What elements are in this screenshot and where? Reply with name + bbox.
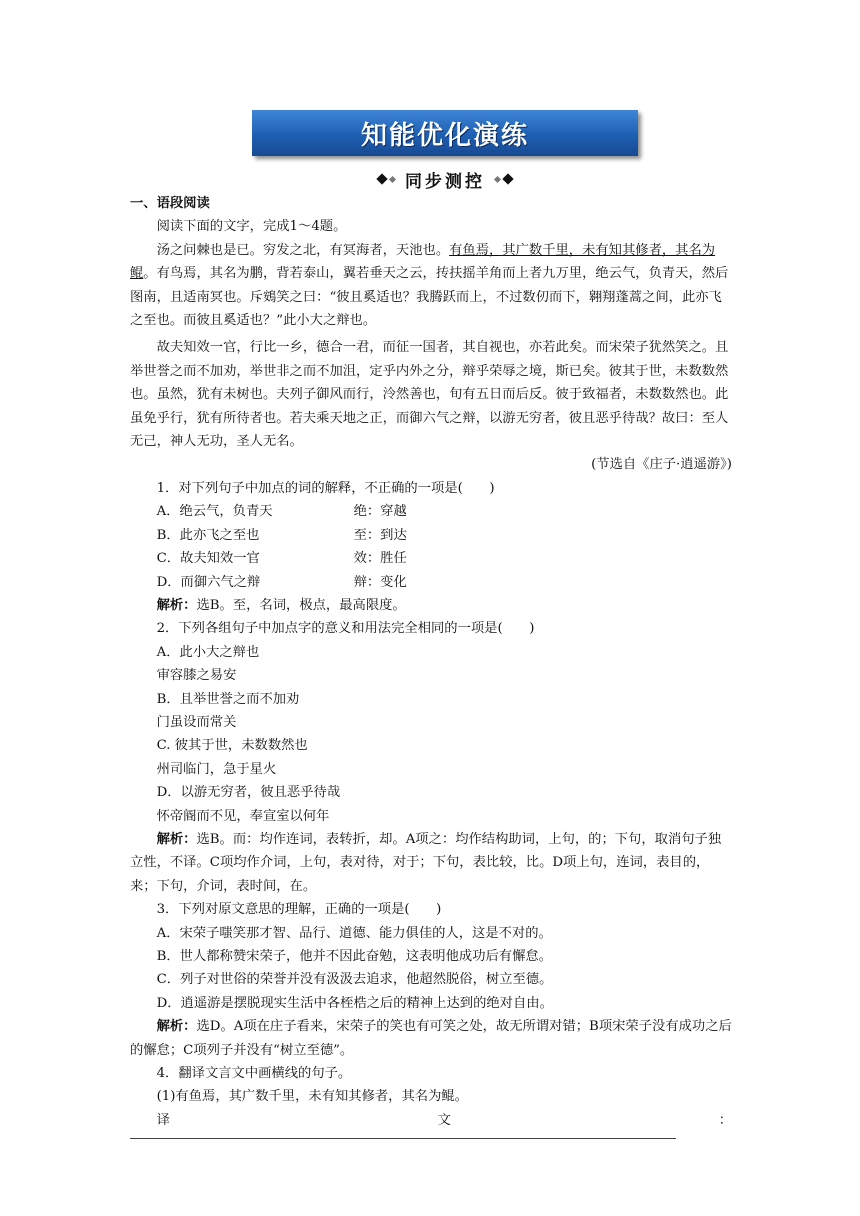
- question-1-stem: 1．对下列句子中加点的词的解释，不正确的一项是( ): [156, 480, 495, 496]
- underlined-sentence: 有鱼焉，其广数千里，未有知其修者，其名为鲲: [130, 242, 716, 282]
- diamond-icon: [502, 173, 513, 184]
- question-3-line: B．世人都称赞宋荣子，他并不因此奋勉，这表明他成功后有懈怠。: [156, 949, 552, 964]
- passage-paragraph-2: 故夫知效一官，行比一乡，德合一君，而征一国者，其自视也，亦若此矣。而宋荣子犹然笑之。且举世誉之而不加劝，举世非之而不加沮，定乎内外之分，辩乎荣辱之境，斯已矣。彼其于世，未数数然也。虽然，犹有未树也。夫列子御风而行，泠然善也，旬有五日而后反。彼于致福者，未数数然也。此虽免乎行，犹有所待者也。若夫乘天地之正，而御六气之辩，以游无穷者，彼且恶乎待哉？故曰：至人无己，神人无功，圣人无名。: [130, 340, 729, 450]
- question-2-line: C. 彼其于世，未数数然也: [156, 738, 308, 754]
- banner-title: 知能优化演练: [360, 120, 529, 151]
- section-banner: [252, 110, 638, 156]
- question-3-stem: 3．下列对原文意思的理解，正确的一项是( ): [156, 902, 442, 918]
- passage-text: 汤之问棘也是已。穷发之北，有冥海者，天池也。: [156, 242, 450, 258]
- question-3-line: C．列子对世俗的荣誉并没有汲汲去追求，他超然脱俗，树立至德。: [156, 972, 553, 988]
- question-2-line: B．且举世誉之而不加劝: [156, 691, 300, 707]
- sub-banner: [352, 168, 538, 190]
- question-4-item-1: (1)有鱼焉，其广数千里，未有知其修者，其名为鲲。: [156, 1089, 468, 1105]
- question-2-line: D．以游无穷者，彼且恶乎待哉: [156, 785, 341, 801]
- question-2-line: 审容膝之易安: [156, 668, 237, 684]
- answer-line[interactable]: [130, 1132, 676, 1139]
- passage-text: 。有鸟焉，其名为鹏，背若泰山，翼若垂天之云，抟扶摇羊角而上者九万里，绝云气，负青天，然后图南，且适南冥也。斥鴳笑之曰：“彼且奚适也？我腾跃而上，不过数仞而下，翱翔蓬蒿之间，此亦飞之至也。而彼且奚适也？”此小大之辩也。: [130, 266, 729, 329]
- question-3-line: A．宋荣子嗤笑那才智、品行、道德、能力俱佳的人，这是不对的。: [156, 925, 552, 941]
- passage-paragraph-1: [130, 239, 732, 333]
- instruction: 阅读下面的文字，完成1～4题。: [156, 219, 347, 235]
- section-heading: 一、语段阅读: [130, 196, 210, 211]
- diamond-icon: [376, 173, 387, 184]
- question-2-analysis: 解析：选B。而：均作连词，表转折，却。A项之：均作结构助词，上句，的；下句，取消句子独立性，不译。C项均作介词，上句，表对待，对于；下句，表比较，比。D项上句，连词，表目的，来；下句，介词，表时间，在。: [130, 831, 722, 894]
- translation-prompt: 译 文 ：: [156, 1112, 732, 1128]
- question-4-stem: 4．翻译文言文中画横线的句子。: [156, 1066, 352, 1082]
- question-2-line: 州司临门，急于星火: [156, 761, 277, 777]
- question-1-analysis: 解析：选B。至，名词，极点，最高限度。: [156, 597, 406, 613]
- question-3-analysis: 解析：选D。A项在庄子看来，宋荣子的笑也有可笑之处，故无所谓对错；B项宋荣子没有成功之后的懈怠；C项列子并没有“树立至德”。: [130, 1019, 732, 1058]
- analysis-label: 解析：: [156, 1019, 197, 1035]
- diamond-small-icon: [494, 175, 501, 182]
- document-body: [130, 192, 732, 1139]
- question-2-line: 怀帝阍而不见，奉宣室以何年: [156, 808, 330, 824]
- diamond-small-icon: [389, 175, 396, 182]
- passage-source: (节选自《庄子·逍遥游》): [591, 457, 732, 473]
- question-2-line: A．此小大之辩也: [156, 644, 260, 660]
- sub-banner-title: 同步测控: [405, 171, 485, 192]
- question-1-option: D．而御六气之辩 辩：变化: [156, 574, 407, 590]
- question-1-option: C．故夫知效一官 效：胜任: [156, 551, 407, 567]
- question-2-line: 门虽设而常关: [156, 714, 237, 730]
- question-2-stem: 2．下列各组句子中加点字的意义和用法完全相同的一项是( ): [156, 621, 535, 637]
- question-1-option: B．此亦飞之至也 至：到达: [156, 527, 407, 543]
- question-3-line: D．逍遥游是摆脱现实生活中各桎梏之后的精神上达到的绝对自由。: [156, 995, 553, 1011]
- analysis-label: 解析：: [156, 597, 197, 613]
- analysis-label: 解析：: [156, 831, 197, 847]
- question-1-option: A．绝云气，负青天 绝：穿越: [156, 504, 407, 520]
